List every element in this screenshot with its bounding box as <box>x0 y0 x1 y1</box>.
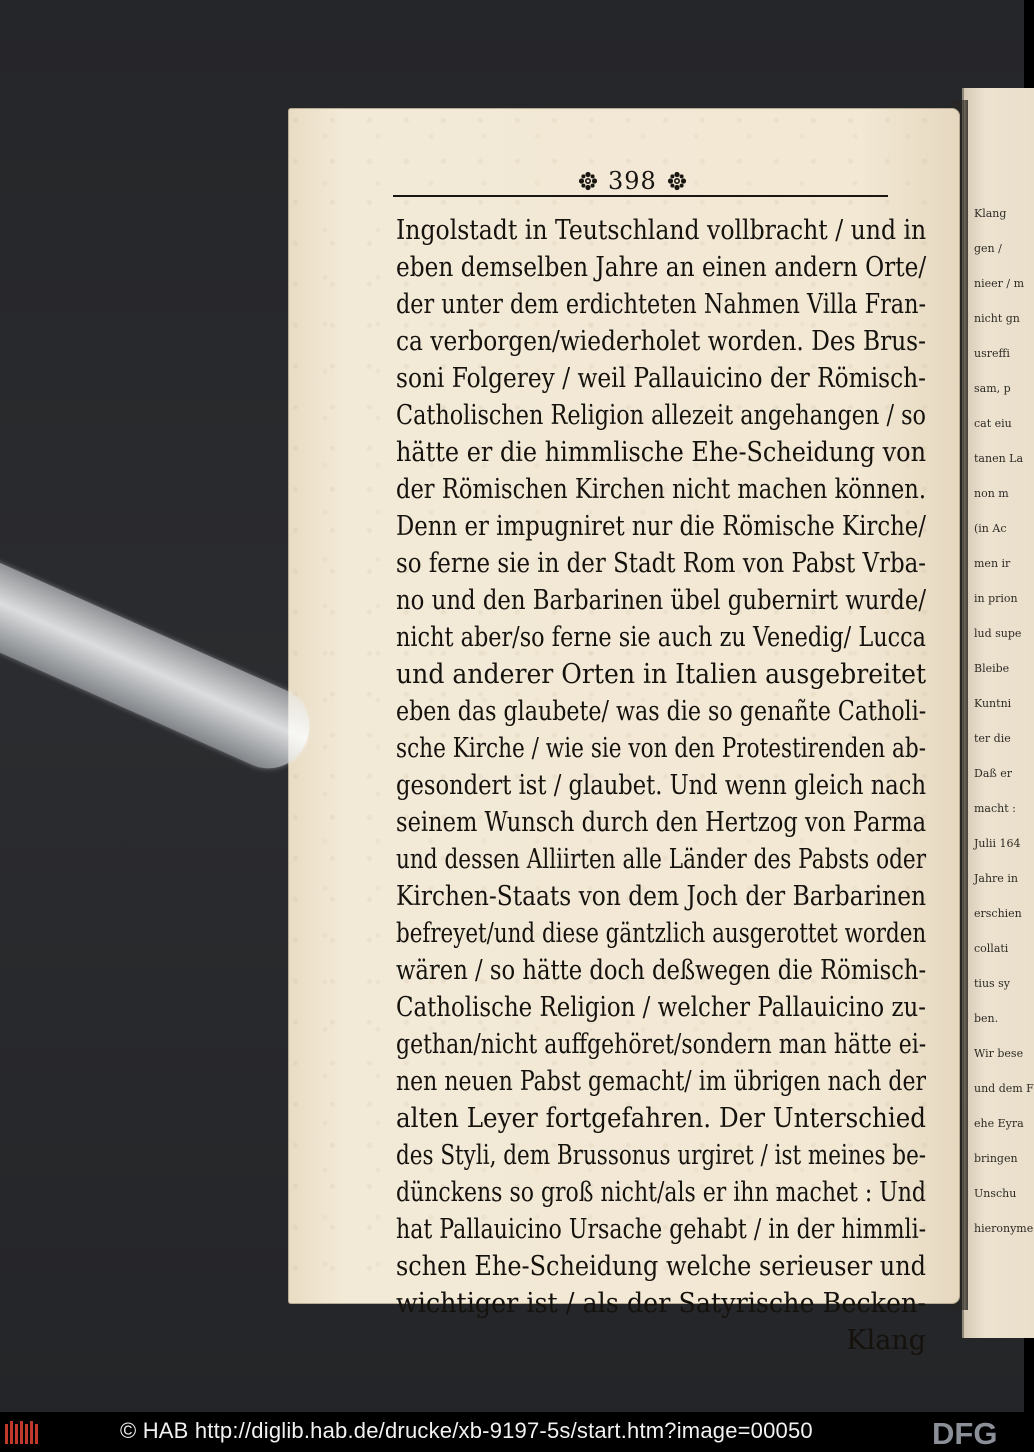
adjacent-fragment: Jahre in <box>974 872 1018 885</box>
adjacent-fragment: Klang <box>974 207 1007 220</box>
text-line: ca verborgen/wiederholet worden. Des Brus- <box>396 326 926 357</box>
adjacent-fragment: Daß er <box>974 767 1012 780</box>
text-line: Catholische Religion / welcher Pallauicino zu- <box>396 992 926 1023</box>
header-rule <box>393 195 888 197</box>
text-line: soni Folgerey / weil Pallauicino der Römisch- <box>396 363 926 394</box>
text-line: nen neuen Pabst gemacht/ im übrigen nach der <box>396 1066 926 1097</box>
text-line: der unter dem erdichteten Nahmen Villa Fran- <box>396 289 926 320</box>
adjacent-fragment: nicht gn <box>974 312 1020 325</box>
page-number: 398 <box>608 167 657 195</box>
text-line: Catholischen Religion allezeit angehangen / so <box>396 400 926 431</box>
text-line: des Styli, dem Brussonus urgiret / ist meines be- <box>396 1140 927 1171</box>
text-line: gethan/nicht auffgehöret/sondern man hätte ei- <box>396 1029 927 1060</box>
adjacent-fragment: (in Ac <box>974 522 1007 535</box>
text-line: eben das glaubete/ was die so genañte Catholi- <box>396 696 927 727</box>
text-line: Denn er impugniret nur die Römische Kirche/ <box>396 511 926 542</box>
text-line: schen Ehe-Scheidung welche serieuser und <box>396 1251 926 1282</box>
adjacent-fragment: ben. <box>974 1012 999 1025</box>
adjacent-fragment: nieer / m <box>974 277 1025 290</box>
text-line: hat Pallauicino Ursache gehabt / in der himmli- <box>396 1214 927 1245</box>
hab-logo-icon <box>4 1420 40 1446</box>
text-line: befreyet/und diese gäntzlich ausgerottet worden <box>396 918 927 949</box>
adjacent-fragment: ehe Eyra <box>974 1117 1024 1130</box>
svg-text:DFG: DFG <box>932 1416 998 1451</box>
text-line: und dessen Alliirten alle Länder des Pabsts oder <box>396 844 927 875</box>
adjacent-fragment: men ir <box>974 557 1011 570</box>
adjacent-fragment: collati <box>974 942 1009 955</box>
adjacent-fragment: Unschu <box>974 1187 1017 1200</box>
text-line: sche Kirche / wie sie von den Protestirenden ab- <box>396 733 926 764</box>
text-line: no und den Barbarinen übel gubernirt wurde/ <box>396 585 927 616</box>
adjacent-fragment: macht : <box>974 802 1016 815</box>
adjacent-page-edge <box>962 88 1034 1338</box>
adjacent-fragment: bringen <box>974 1152 1018 1165</box>
body-text <box>396 212 926 1359</box>
dfg-logo-icon <box>930 1416 1020 1451</box>
text-line: eben demselben Jahre an einen andern Orte/ <box>396 252 927 283</box>
text-line: nicht aber/so ferne sie auch zu Venedig/ Lucca <box>396 622 926 653</box>
adjacent-fragment: sam, p <box>974 382 1011 395</box>
book-page <box>288 108 960 1356</box>
adjacent-fragment: und dem F <box>974 1082 1034 1095</box>
adjacent-fragment: tanen La <box>974 452 1024 465</box>
adjacent-fragment: ter die <box>974 732 1011 745</box>
adjacent-fragment: in prion <box>974 592 1018 605</box>
text-line: gesondert ist / glaubet. Und wenn gleich nach <box>396 770 926 801</box>
text-line: so ferne sie in der Stadt Rom von Pabst Vrba- <box>396 548 926 579</box>
adjacent-fragment: Bleibe <box>974 662 1010 675</box>
page-header <box>578 166 687 196</box>
adjacent-fragment: Kuntni <box>974 697 1012 710</box>
text-line: Ingolstadt in Teutschland vollbracht / und in <box>396 215 927 246</box>
adjacent-fragment: Wir bese <box>974 1047 1024 1060</box>
adjacent-fragment: hieronyme <box>974 1222 1034 1235</box>
footer-credit: © HAB http://diglib.hab.de/drucke/xb-9197-5s/start.htm?image=00050 <box>120 1418 813 1443</box>
adjacent-fragment: erschien <box>974 907 1022 920</box>
text-line: wären / so hätte doch deßwegen die Römisch- <box>396 955 927 986</box>
text-line: hätte er die himmlische Ehe-Scheidung von <box>396 437 926 468</box>
adjacent-fragment: gen / <box>974 242 1002 255</box>
text-line: der Römischen Kirchen nicht machen können. <box>396 474 926 505</box>
adjacent-fragment: non m <box>974 487 1009 500</box>
text-line: seinem Wunsch durch den Hertzog von Parma <box>396 807 927 838</box>
footer-bar <box>0 1412 1024 1452</box>
glass-pointer <box>0 544 322 782</box>
text-line: wichtiger ist / als der Satyrische Becken- <box>396 1288 926 1319</box>
rosette-ornament-left-icon <box>578 171 598 191</box>
adjacent-fragment: usreffi <box>974 347 1010 360</box>
adjacent-fragment: lud supe <box>974 627 1022 640</box>
text-line: und anderer Orten in Italien ausgebreitet <box>396 659 927 690</box>
text-line: alten Leyer fortgefahren. Der Unterschied <box>396 1103 926 1134</box>
text-line: Kirchen-Staats von dem Joch der Barbarinen <box>396 881 926 912</box>
text-line: dünckens so groß nicht/als er ihn machet : Und <box>396 1177 926 1208</box>
adjacent-fragment: tius sy <box>974 977 1011 990</box>
adjacent-fragment: cat eiu <box>974 417 1012 430</box>
text-line: Klang <box>846 1325 926 1356</box>
rosette-ornament-right-icon <box>667 171 687 191</box>
adjacent-fragment: Julii 164 <box>974 837 1021 850</box>
